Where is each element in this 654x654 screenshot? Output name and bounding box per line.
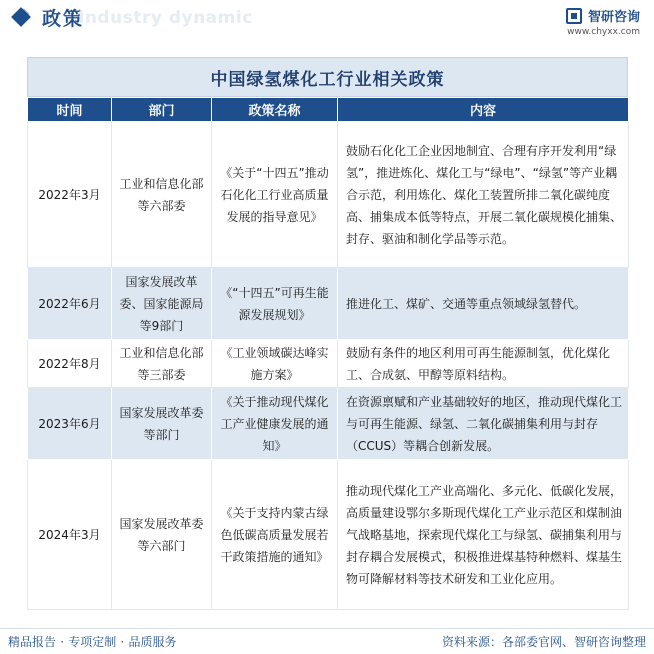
policy-table-wrap <box>27 57 628 610</box>
cell-content: 鼓励有条件的地区利用可再生能源制氢，优化煤化工、合成氨、甲醇等原料结构。 <box>338 340 629 388</box>
cell-time: 2022年8月 <box>28 340 112 388</box>
cell-policy: 《工业领域碳达峰实施方案》 <box>212 340 338 388</box>
cell-policy: 《关于推动现代煤化工产业健康发展的通知》 <box>212 388 338 460</box>
column-header-policy: 政策名称 <box>212 98 338 122</box>
column-header-dept: 部门 <box>112 98 212 122</box>
table-row <box>28 460 629 610</box>
footer-source: 资料来源：各部委官网、智研咨询整理 <box>441 635 646 649</box>
header-watermark: Industry dynamic <box>78 8 253 28</box>
cell-time: 2022年3月 <box>28 122 112 268</box>
column-header-time: 时间 <box>28 98 112 122</box>
table-row <box>28 122 629 268</box>
page-footer <box>0 628 654 654</box>
footer-separator: · <box>120 635 125 649</box>
footer-item: 品质服务 <box>128 635 177 649</box>
page-title: 政策 <box>42 7 85 30</box>
brand <box>566 6 640 37</box>
cell-dept: 工业和信息化部等六部委 <box>112 122 212 268</box>
brand-logo-icon <box>566 8 582 24</box>
cell-dept: 国家发展改革委、国家能源局等9部门 <box>112 268 212 340</box>
cell-policy: 《“十四五”可再生能源发展规划》 <box>212 268 338 340</box>
footer-services <box>8 633 176 650</box>
cell-dept: 国家发展改革委等六部门 <box>112 460 212 610</box>
footer-separator: · <box>60 635 65 649</box>
cell-content: 推动现代煤化工产业高端化、多元化、低碳化发展，高质量建设鄂尔多斯现代煤化工产业示范区和煤制油气战略基地，探索现代煤化工与绿氢、碳捕集利用与封存耦合发展模式，积极推进煤基特种燃料、煤基生物可降解材料等技术研发和工业化应用。 <box>338 460 629 610</box>
cell-content: 推进化工、煤矿、交通等重点领域绿氢替代。 <box>338 268 629 340</box>
cell-time: 2024年3月 <box>28 460 112 610</box>
table-row <box>28 388 629 460</box>
table-caption <box>27 57 628 97</box>
table-caption-text: 中国绿氢煤化工行业相关政策 <box>210 69 445 90</box>
table-header-row <box>28 98 629 122</box>
table-row <box>28 340 629 388</box>
cell-time: 2022年6月 <box>28 268 112 340</box>
column-header-content: 内容 <box>338 98 629 122</box>
brand-name: 智研咨询 <box>587 10 640 25</box>
cell-policy: 《关于支持内蒙古绿色低碳高质量发展若干政策措施的通知》 <box>212 460 338 610</box>
cell-dept: 工业和信息化部等三部委 <box>112 340 212 388</box>
diamond-icon <box>11 7 31 27</box>
cell-time: 2023年6月 <box>28 388 112 460</box>
cell-content: 鼓励石化化工企业因地制宜、合理有序开发利用“绿氢”，推进炼化、煤化工与“绿电”、“绿氢”等产业耦合示范，利用炼化、煤化工装置所排二氧化碳纯度高、捕集成本低等特点，开展二氧化碳规模化捕集、封存、驱油和制化学品等示范。 <box>338 122 629 268</box>
header-title-wrap <box>10 4 84 30</box>
table-row <box>28 268 629 340</box>
policy-table <box>27 97 629 610</box>
brand-url: www.chyxx.com <box>567 27 640 37</box>
cell-dept: 国家发展改革委等部门 <box>112 388 212 460</box>
cell-content: 在资源禀赋和产业基础较好的地区，推动现代煤化工与可再生能源、绿氢、二氧化碳捕集利用与封存（CCUS）等耦合创新发展。 <box>338 388 629 460</box>
footer-item: 精品报告 <box>8 635 57 649</box>
cell-policy: 《关于“十四五”推动石化化工行业高质量发展的指导意见》 <box>212 122 338 268</box>
footer-item: 专项定制 <box>68 635 117 649</box>
page-header <box>0 0 654 36</box>
